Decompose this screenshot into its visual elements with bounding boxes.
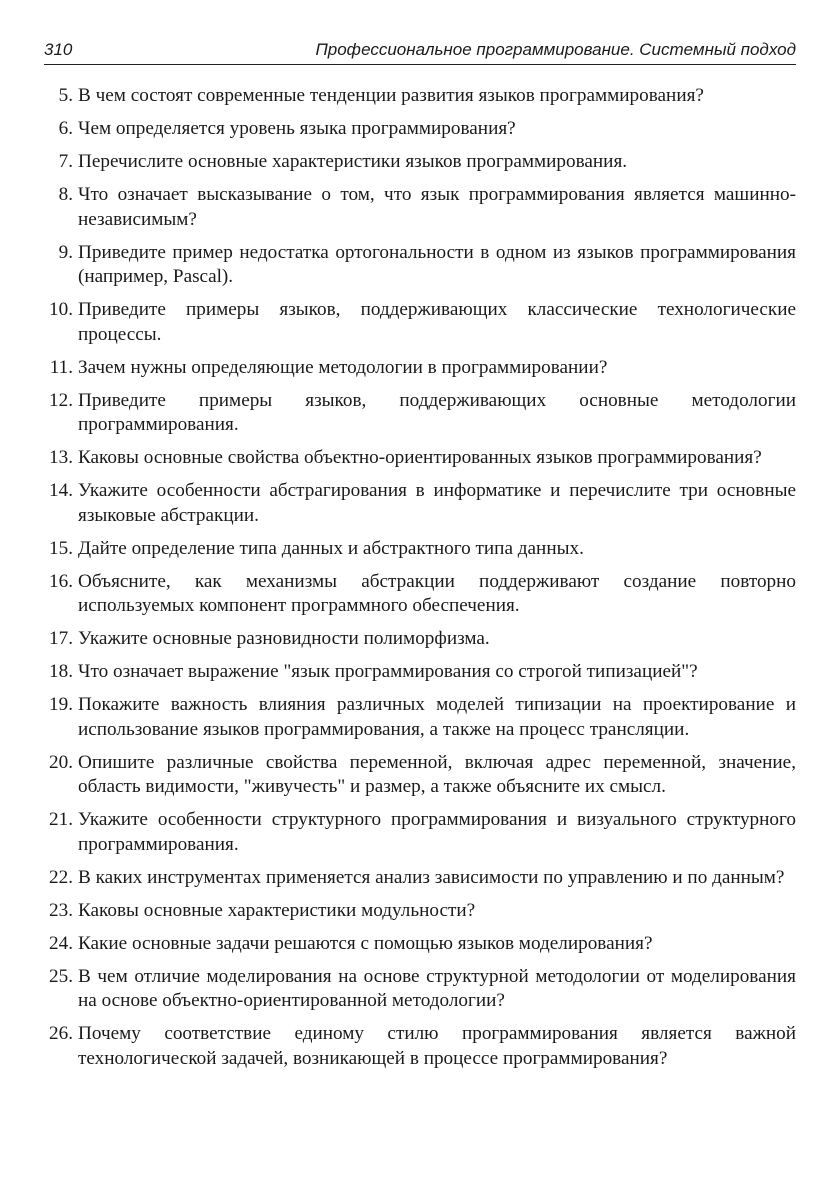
question-item — [44, 150, 796, 175]
question-item — [44, 84, 796, 109]
question-number: 14. — [49, 480, 73, 501]
question-text: Какие основные задачи решаются с помощью языков моделирования? — [78, 932, 653, 954]
question-number: 11. — [49, 356, 73, 378]
question-number: 25. — [49, 965, 73, 987]
page-number: 310 — [44, 40, 73, 59]
question-item — [44, 117, 796, 142]
question-item — [44, 899, 796, 924]
question-text: В чем состоят современные тенденции развития языков программирования? — [78, 85, 704, 106]
question-list — [44, 84, 796, 1080]
question-text: Приведите примеры языков, поддерживающих классические технологические процессы. — [78, 299, 796, 345]
question-item — [44, 751, 796, 800]
running-title: Профессиональное программирование. Системный подход — [315, 40, 796, 59]
question-text: Зачем нужны определяющие методологии в программировании? — [78, 356, 608, 378]
question-text: Что означает выражение "язык программирования со строгой типизацией"? — [78, 661, 698, 682]
question-text: Каковы основные характеристики модульности? — [78, 899, 476, 921]
question-number: 15. — [49, 537, 73, 559]
question-number: 16. — [49, 570, 73, 592]
question-item — [44, 241, 796, 290]
question-item — [44, 627, 796, 652]
question-number: 20. — [49, 751, 73, 773]
question-number: 10. — [49, 299, 73, 320]
question-item — [44, 446, 796, 471]
question-item — [44, 389, 796, 438]
question-item — [44, 356, 796, 381]
question-text: Перечислите основные характеристики языков программирования. — [78, 151, 628, 172]
question-text: Укажите особенности абстрагирования в информатике и перечислите три основные языковые абстракции. — [78, 480, 796, 526]
question-text: Приведите пример недостатка ортогональности в одном из языков программирования (например, Pascal). — [78, 241, 796, 287]
question-item — [44, 537, 796, 562]
question-text: В чем отличие моделирования на основе структурной методологии от моделирования на основе объектно-ориентированной методологии? — [78, 965, 796, 1011]
question-number: 9. — [58, 241, 73, 263]
question-item — [44, 183, 796, 232]
question-text: Укажите основные разновидности полиморфизма. — [78, 628, 490, 649]
question-item — [44, 965, 796, 1014]
question-number: 26. — [49, 1023, 73, 1044]
question-number: 7. — [58, 151, 73, 172]
question-text: Каковы основные свойства объектно-ориентированных языков программирования? — [78, 447, 762, 468]
question-item — [44, 660, 796, 685]
question-number: 22. — [49, 866, 73, 888]
question-number: 19. — [49, 694, 73, 715]
question-number: 18. — [49, 661, 73, 682]
question-text: Дайте определение типа данных и абстрактного типа данных. — [78, 537, 584, 559]
question-number: 13. — [49, 447, 73, 468]
question-number: 21. — [49, 809, 73, 830]
question-number: 6. — [58, 118, 73, 139]
question-text: Покажите важность влияния различных моделей типизации на проектирование и использование языков программирования, а также на процесс трансляции. — [78, 694, 796, 740]
question-number: 8. — [58, 184, 73, 205]
question-text: Опишите различные свойства переменной, включая адрес переменной, значение, область видимости, "живучесть" и размер, а также объясните их смысл. — [78, 751, 796, 797]
question-text: Объясните, как механизмы абстракции поддерживают создание повторно используемых компонент программного обеспечения. — [78, 570, 796, 616]
question-text: Почему соответствие единому стилю программирования является важной технологической задачей, возникающей в процессе программирования? — [78, 1023, 796, 1069]
question-text: Укажите особенности структурного программирования и визуального структурного программирования. — [78, 809, 796, 855]
question-text: Что означает высказывание о том, что язык программирования является машинно-независимым? — [78, 184, 796, 230]
question-text: В каких инструментах применяется анализ зависимости по управлению и по данным? — [78, 866, 785, 888]
question-number: 12. — [49, 389, 73, 411]
question-item — [44, 1022, 796, 1071]
question-text: Приведите примеры языков, поддерживающих основные методологии программирования. — [78, 389, 796, 435]
question-number: 17. — [49, 628, 73, 649]
question-number: 5. — [58, 85, 73, 106]
question-item — [44, 479, 796, 528]
page-header — [44, 36, 796, 65]
question-text: Чем определяется уровень языка программирования? — [78, 118, 516, 139]
question-item — [44, 932, 796, 957]
question-item — [44, 693, 796, 742]
question-item — [44, 808, 796, 857]
question-item — [44, 298, 796, 347]
question-item — [44, 570, 796, 619]
question-number: 24. — [49, 932, 73, 954]
question-item — [44, 866, 796, 891]
question-number: 23. — [49, 899, 73, 921]
